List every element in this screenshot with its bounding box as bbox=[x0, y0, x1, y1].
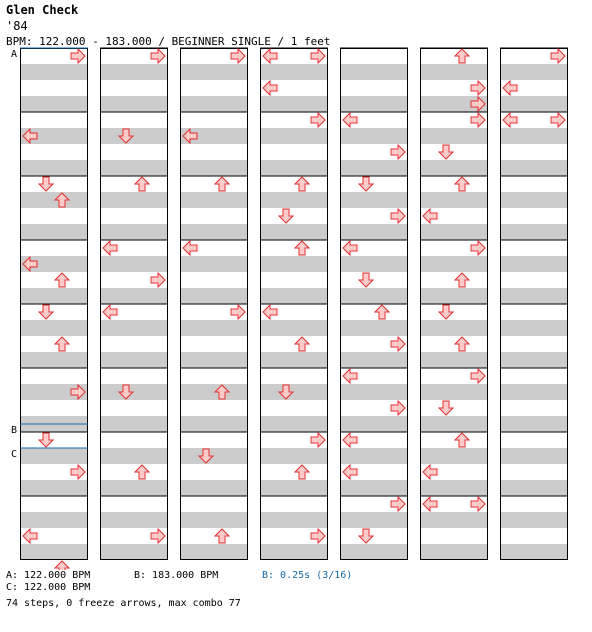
beat-band bbox=[260, 160, 328, 176]
beat-band bbox=[20, 288, 88, 304]
step-arrow-left bbox=[423, 209, 437, 223]
step-arrow-up bbox=[295, 177, 309, 191]
step-arrow-down bbox=[439, 401, 453, 415]
beat-band bbox=[180, 352, 248, 368]
beat-band bbox=[180, 256, 248, 272]
song-title: Glen Check bbox=[6, 3, 79, 17]
step-arrow-left bbox=[423, 465, 437, 479]
marker-c-label: C bbox=[11, 449, 18, 460]
beat-band bbox=[260, 288, 328, 304]
step-arrow-up bbox=[135, 177, 149, 191]
step-arrow-left bbox=[423, 497, 437, 511]
step-arrow-down bbox=[279, 209, 293, 223]
beat-band bbox=[260, 64, 328, 80]
beat-band bbox=[180, 512, 248, 528]
beat-band bbox=[100, 416, 168, 432]
step-arrow-right bbox=[311, 433, 325, 447]
step-arrow-left bbox=[343, 465, 357, 479]
beat-band bbox=[340, 416, 408, 432]
beat-band bbox=[180, 160, 248, 176]
beat-band bbox=[180, 192, 248, 208]
beat-band bbox=[20, 544, 88, 560]
step-arrow-right bbox=[71, 465, 85, 479]
beat-band bbox=[100, 352, 168, 368]
beat-band bbox=[500, 64, 568, 80]
beat-band bbox=[260, 224, 328, 240]
beat-band bbox=[500, 448, 568, 464]
beat-band bbox=[20, 352, 88, 368]
step-arrow-up bbox=[295, 465, 309, 479]
step-arrow-left bbox=[103, 305, 117, 319]
beat-band bbox=[500, 480, 568, 496]
beat-band bbox=[500, 352, 568, 368]
beat-band bbox=[500, 512, 568, 528]
beat-band bbox=[180, 384, 248, 400]
beat-band bbox=[340, 384, 408, 400]
beat-band bbox=[180, 416, 248, 432]
beat-band bbox=[500, 416, 568, 432]
beat-band bbox=[180, 224, 248, 240]
beat-band bbox=[260, 544, 328, 560]
step-arrow-left bbox=[23, 529, 37, 543]
beat-band bbox=[420, 512, 488, 528]
bpm-info: BPM: 122.000 - 183.000 / BEGINNER SINGLE / 1 feet bbox=[6, 35, 331, 48]
beat-band bbox=[340, 96, 408, 112]
beat-band bbox=[420, 416, 488, 432]
beat-band bbox=[420, 224, 488, 240]
beat-band bbox=[500, 224, 568, 240]
beat-band bbox=[260, 192, 328, 208]
beat-band bbox=[180, 448, 248, 464]
beat-band bbox=[20, 64, 88, 80]
beat-band bbox=[260, 128, 328, 144]
beat-band bbox=[100, 64, 168, 80]
step-arrow-right bbox=[471, 241, 485, 255]
step-arrow-up bbox=[295, 337, 309, 351]
beat-band bbox=[100, 224, 168, 240]
beat-band bbox=[260, 96, 328, 112]
chart-summary: 74 steps, 0 freeze arrows, max combo 77 bbox=[6, 598, 241, 609]
step-arrow-right bbox=[311, 529, 325, 543]
step-arrow-right bbox=[311, 113, 325, 127]
step-arrow-down bbox=[439, 145, 453, 159]
beat-band bbox=[20, 96, 88, 112]
beat-band bbox=[260, 416, 328, 432]
beat-band bbox=[500, 96, 568, 112]
beat-band bbox=[340, 64, 408, 80]
step-arrow-up bbox=[135, 465, 149, 479]
beat-band bbox=[100, 96, 168, 112]
step-arrow-right bbox=[151, 49, 165, 63]
step-arrow-left bbox=[503, 81, 517, 95]
step-arrow-right bbox=[391, 401, 405, 415]
beat-band bbox=[180, 64, 248, 80]
beat-band bbox=[420, 288, 488, 304]
step-arrow-down bbox=[439, 305, 453, 319]
step-arrow-up bbox=[455, 273, 469, 287]
beat-band bbox=[260, 512, 328, 528]
beat-band bbox=[500, 320, 568, 336]
step-arrow-up bbox=[55, 561, 69, 570]
step-arrow-right bbox=[231, 305, 245, 319]
beat-band bbox=[180, 544, 248, 560]
step-arrow-right bbox=[551, 49, 565, 63]
step-arrow-down bbox=[39, 433, 53, 447]
beat-band bbox=[100, 288, 168, 304]
beat-band bbox=[420, 192, 488, 208]
beat-band bbox=[420, 64, 488, 80]
chart-column bbox=[180, 48, 248, 560]
bpm-a-label: A: 122.000 BPM bbox=[6, 570, 91, 581]
beat-band bbox=[500, 256, 568, 272]
beat-band bbox=[420, 128, 488, 144]
beat-band bbox=[340, 352, 408, 368]
beat-band bbox=[260, 448, 328, 464]
beat-band bbox=[100, 192, 168, 208]
step-arrow-right bbox=[471, 81, 485, 95]
beat-band bbox=[340, 544, 408, 560]
step-arrow-up bbox=[375, 305, 389, 319]
beat-band bbox=[100, 448, 168, 464]
beat-band bbox=[100, 256, 168, 272]
step-arrow-down bbox=[359, 273, 373, 287]
step-arrow-left bbox=[503, 113, 517, 127]
step-arrow-left bbox=[343, 433, 357, 447]
beat-band bbox=[100, 544, 168, 560]
beat-band bbox=[100, 384, 168, 400]
beat-band bbox=[420, 160, 488, 176]
step-arrow-down bbox=[359, 177, 373, 191]
step-arrow-up bbox=[215, 177, 229, 191]
step-arrow-right bbox=[311, 49, 325, 63]
bpm-b-label: B: 183.000 BPM bbox=[134, 570, 219, 581]
beat-band bbox=[420, 256, 488, 272]
beat-band bbox=[500, 160, 568, 176]
step-arrow-right bbox=[391, 497, 405, 511]
step-arrow-right bbox=[71, 49, 85, 63]
beat-band bbox=[340, 192, 408, 208]
beat-band bbox=[340, 320, 408, 336]
beat-band bbox=[20, 320, 88, 336]
step-arrow-right bbox=[471, 369, 485, 383]
beat-band bbox=[340, 288, 408, 304]
step-arrow-down bbox=[39, 177, 53, 191]
beat-band bbox=[340, 224, 408, 240]
step-arrow-right bbox=[551, 113, 565, 127]
step-arrow-left bbox=[263, 81, 277, 95]
beat-band bbox=[20, 448, 88, 464]
beat-band bbox=[340, 160, 408, 176]
beat-band bbox=[340, 512, 408, 528]
step-arrow-down bbox=[39, 305, 53, 319]
step-arrow-up bbox=[455, 337, 469, 351]
beat-band bbox=[500, 192, 568, 208]
beat-band bbox=[340, 128, 408, 144]
step-arrow-left bbox=[263, 49, 277, 63]
step-arrow-left bbox=[263, 305, 277, 319]
chart-column bbox=[20, 48, 88, 560]
step-arrow-up bbox=[295, 241, 309, 255]
beat-band bbox=[420, 448, 488, 464]
song-artist: '84 bbox=[6, 19, 28, 33]
marker-a-label: A bbox=[11, 49, 18, 60]
step-arrow-right bbox=[151, 529, 165, 543]
beat-band bbox=[180, 480, 248, 496]
beat-band bbox=[500, 128, 568, 144]
step-arrow-left bbox=[183, 241, 197, 255]
beat-band bbox=[100, 480, 168, 496]
step-arrow-right bbox=[391, 209, 405, 223]
beat-band bbox=[500, 288, 568, 304]
step-arrow-up bbox=[455, 49, 469, 63]
beat-band bbox=[500, 384, 568, 400]
beat-band bbox=[420, 544, 488, 560]
beat-band bbox=[340, 256, 408, 272]
step-arrow-right bbox=[391, 337, 405, 351]
beat-band bbox=[500, 544, 568, 560]
beat-band bbox=[100, 128, 168, 144]
beat-band bbox=[340, 480, 408, 496]
step-arrow-up bbox=[455, 433, 469, 447]
stop-b-label: B: 0.25s (3/16) bbox=[262, 570, 353, 581]
step-arrow-left bbox=[343, 241, 357, 255]
chart-column bbox=[100, 48, 168, 560]
beat-band bbox=[180, 288, 248, 304]
beat-band bbox=[260, 384, 328, 400]
step-arrow-down bbox=[359, 529, 373, 543]
step-arrow-right bbox=[471, 497, 485, 511]
beat-band bbox=[420, 480, 488, 496]
beat-band bbox=[260, 256, 328, 272]
beat-band bbox=[180, 96, 248, 112]
beat-band bbox=[100, 320, 168, 336]
beat-band bbox=[20, 192, 88, 208]
beat-band bbox=[20, 512, 88, 528]
beat-band bbox=[260, 320, 328, 336]
beat-band bbox=[100, 512, 168, 528]
step-arrow-up bbox=[455, 177, 469, 191]
beat-band bbox=[20, 160, 88, 176]
beat-band bbox=[260, 480, 328, 496]
beat-band bbox=[420, 352, 488, 368]
step-arrow-right bbox=[471, 113, 485, 127]
beat-band bbox=[20, 480, 88, 496]
bpm-c-label: C: 122.000 BPM bbox=[6, 582, 91, 593]
beat-band bbox=[180, 320, 248, 336]
step-arrow-up bbox=[55, 273, 69, 287]
beat-band bbox=[420, 320, 488, 336]
step-arrow-right bbox=[231, 49, 245, 63]
step-arrow-right bbox=[391, 145, 405, 159]
beat-band bbox=[260, 352, 328, 368]
step-arrow-left bbox=[103, 241, 117, 255]
beat-band bbox=[100, 160, 168, 176]
step-arrow-left bbox=[343, 113, 357, 127]
step-arrow-right bbox=[151, 273, 165, 287]
beat-band bbox=[20, 224, 88, 240]
beat-band bbox=[420, 384, 488, 400]
step-arrow-up bbox=[215, 529, 229, 543]
step-arrow-left bbox=[343, 369, 357, 383]
step-arrow-up bbox=[55, 337, 69, 351]
beat-band bbox=[340, 448, 408, 464]
marker-b-label: B bbox=[11, 425, 18, 436]
